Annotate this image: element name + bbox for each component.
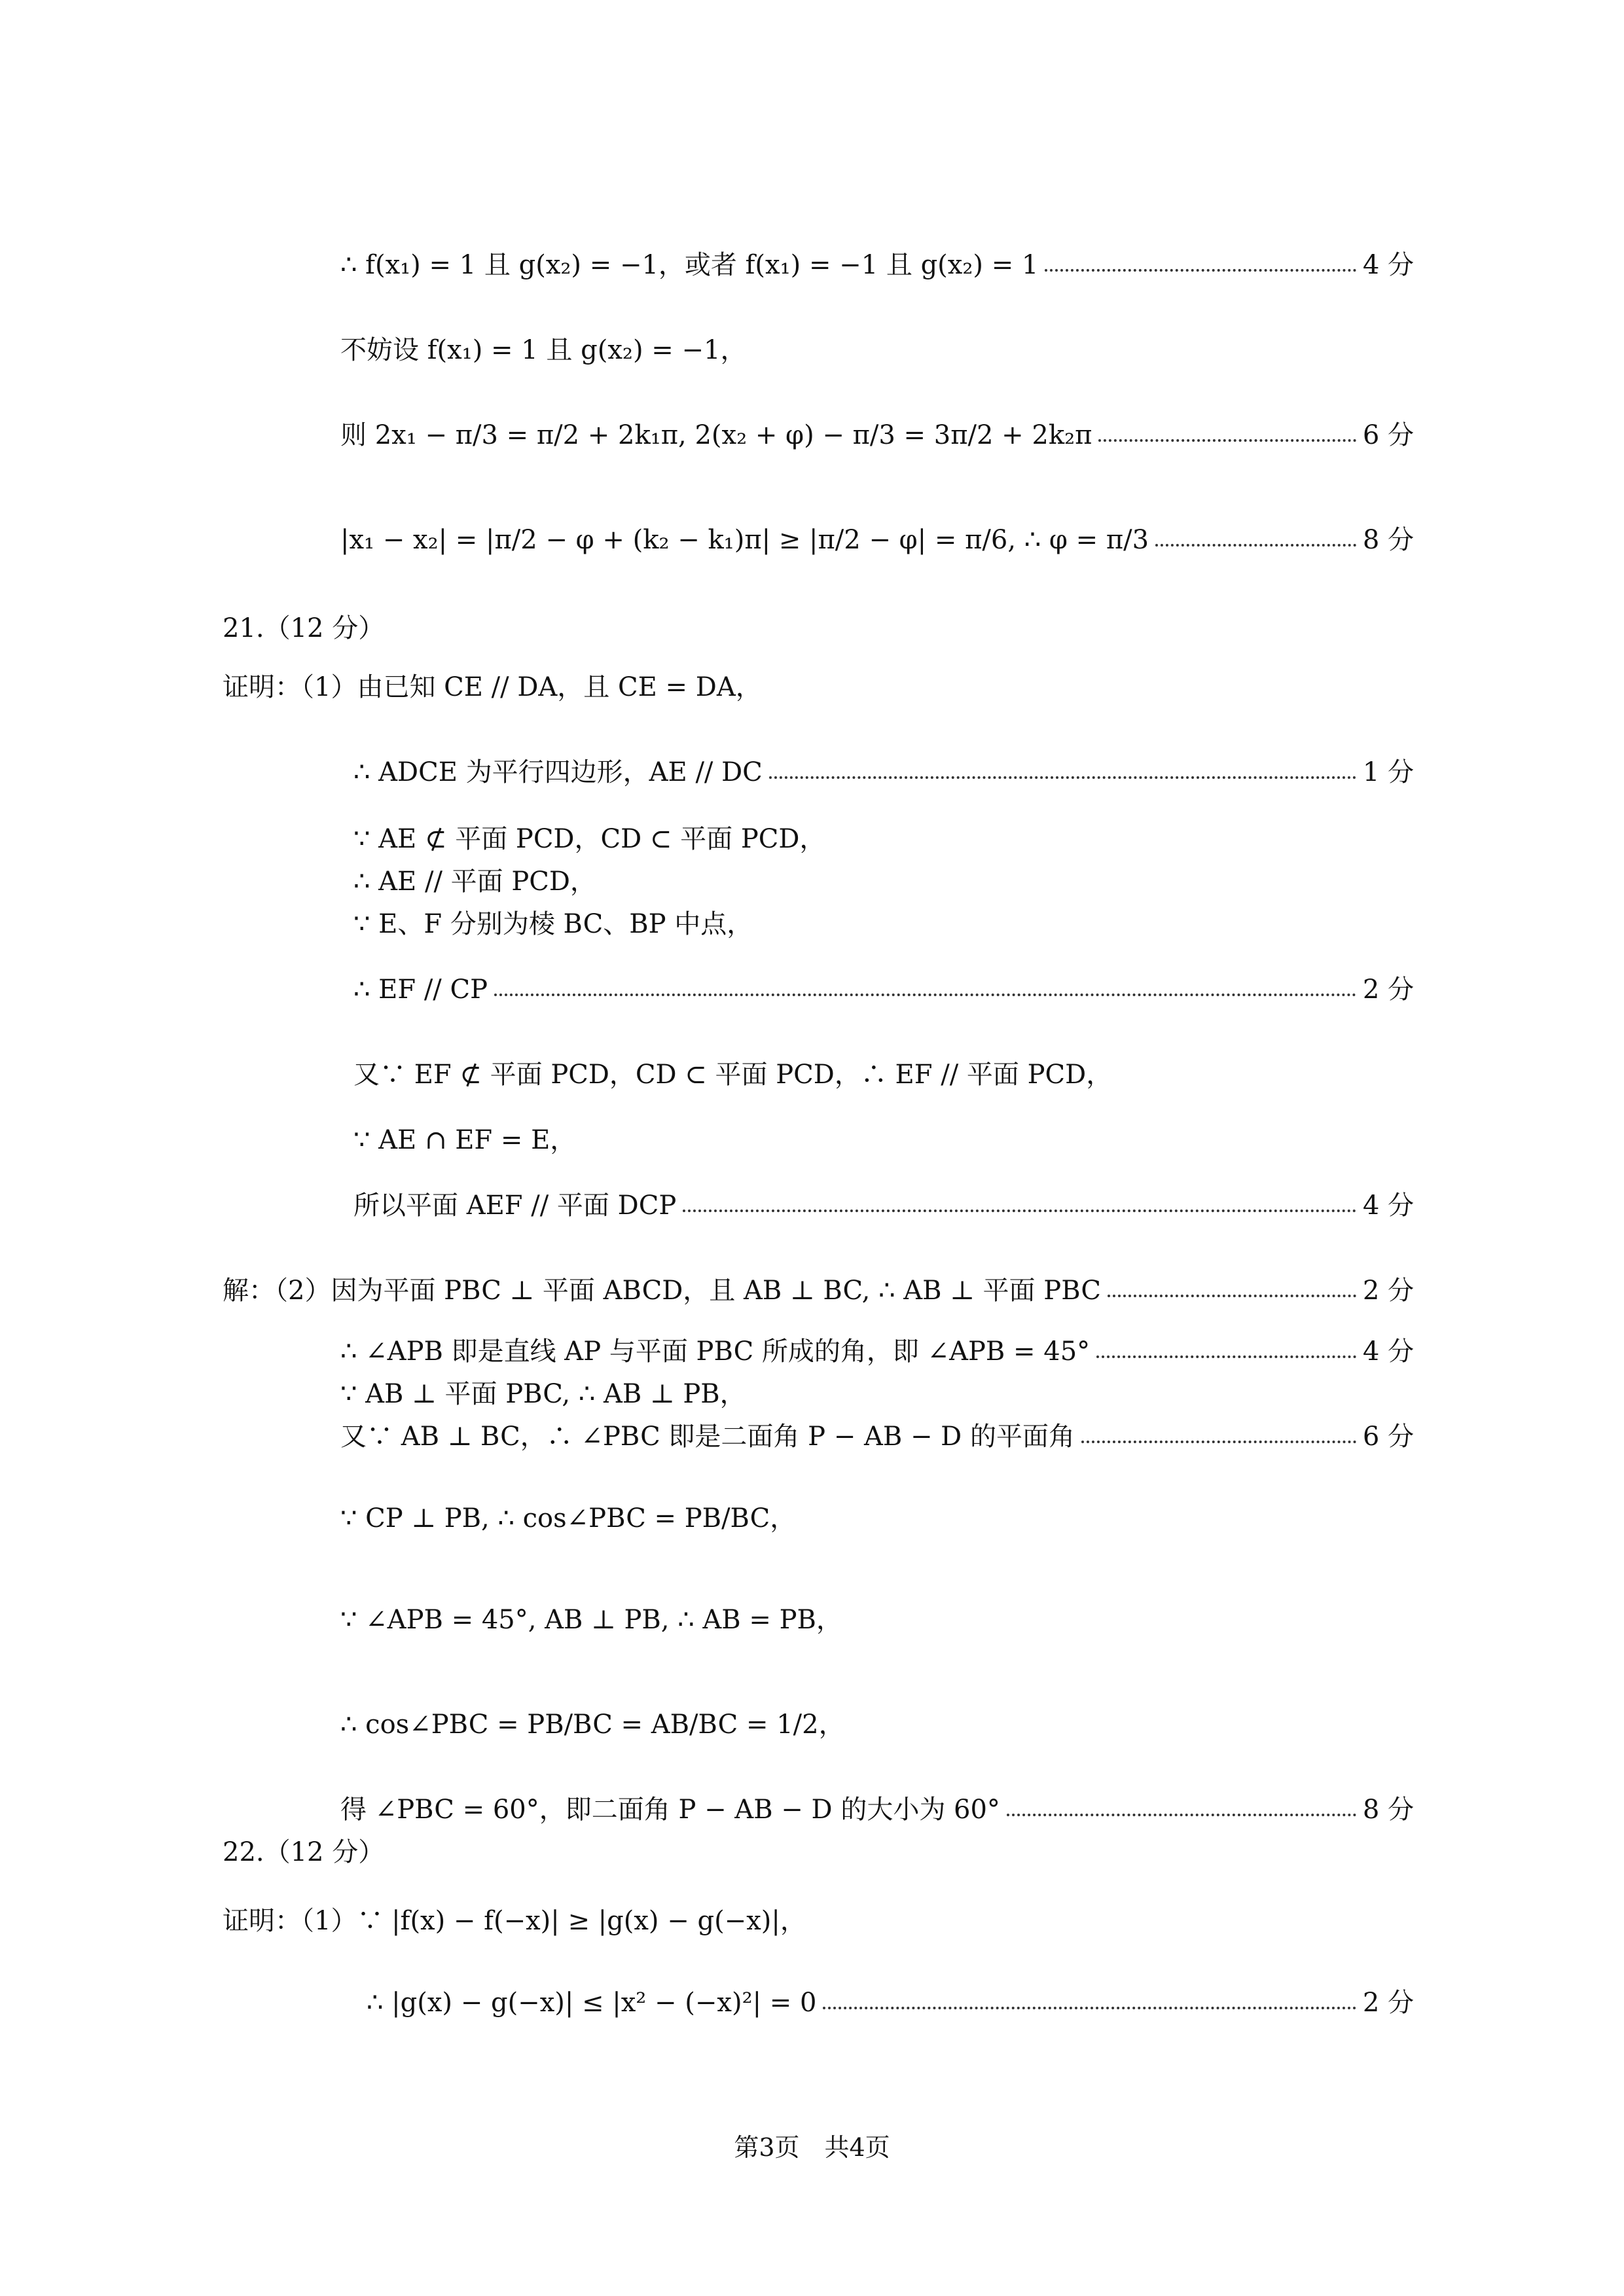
line-12 (353, 1062, 1112, 1088)
line-19 (340, 1505, 796, 1532)
score-label: 4 分 (1362, 1191, 1414, 1221)
line-6 (223, 674, 762, 700)
score-label: 6 分 (1362, 420, 1414, 450)
dot-leader (494, 994, 1356, 996)
score-label: 4 分 (1362, 250, 1414, 280)
dot-leader (683, 1210, 1356, 1212)
line-text: 则 2x₁ − π/3 = π/2 + 2k₁π, 2(x₂ + φ) − π/3 = 3π/2 + 2k₂π (340, 420, 1092, 450)
score-label: 2 分 (1362, 1276, 1414, 1306)
line-7 (353, 759, 1414, 785)
dot-leader (1081, 1441, 1356, 1443)
line-16 (340, 1338, 1414, 1365)
page-footer: 第3页 共4页 (734, 2133, 890, 2162)
line-3 (340, 422, 1414, 448)
line-9 (353, 869, 596, 895)
dot-leader (1155, 544, 1356, 547)
line-text: ∴ cos∠PBC = PB/BC = AB/BC = 1/2， (340, 1710, 845, 1740)
line-text: 证明：（1）∵ |f(x) − f(−x)| ≥ |g(x) − g(−x)|， (223, 1906, 806, 1936)
line-24 (223, 1908, 806, 1934)
line-text: ∴ AE // 平面 PCD， (353, 867, 596, 897)
line-22 (340, 1797, 1414, 1823)
line-1 (340, 252, 1414, 278)
line-10 (353, 911, 753, 937)
dot-leader (769, 776, 1356, 779)
line-text: ∵ AE ∩ EF = E， (353, 1125, 577, 1155)
line-text: ∵ ∠APB = 45°, AB ⊥ PB, ∴ AB = PB， (340, 1605, 842, 1635)
line-text: 21.（12 分） (223, 613, 385, 643)
dot-leader (1007, 1814, 1356, 1816)
dot-leader (1098, 439, 1356, 442)
line-8 (353, 826, 825, 852)
dot-leader (823, 2007, 1356, 2009)
line-4 (340, 527, 1414, 553)
score-label: 6 分 (1362, 1422, 1414, 1452)
line-text: ∵ AB ⊥ 平面 PBC, ∴ AB ⊥ PB， (340, 1379, 746, 1409)
line-text: 又∵ EF ⊄ 平面 PCD，CD ⊂ 平面 PCD，∴ EF // 平面 PCD， (353, 1060, 1113, 1090)
line-text: ∵ CP ⊥ PB, ∴ cos∠PBC = PB/BC， (340, 1503, 797, 1534)
line-text: ∴ EF // CP (353, 975, 488, 1005)
line-17 (340, 1381, 746, 1407)
line-text: 所以平面 AEF // 平面 DCP (353, 1191, 677, 1221)
dot-leader (1108, 1295, 1356, 1297)
dot-leader (1096, 1355, 1356, 1358)
line-text: ∵ AE ⊄ 平面 PCD，CD ⊂ 平面 PCD， (353, 824, 826, 854)
line-14 (353, 1193, 1414, 1219)
line-text: 又∵ AB ⊥ BC，∴ ∠PBC 即是二面角 P − AB − D 的平面角 (340, 1422, 1075, 1452)
line-text: ∴ ∠APB 即是直线 AP 与平面 PBC 所成的角，即 ∠APB = 45° (340, 1336, 1091, 1367)
line-text: 22.（12 分） (223, 1837, 385, 1867)
line-text: ∴ ADCE 为平行四边形，AE // DC (353, 757, 763, 787)
line-text: ∴ |g(x) − g(−x)| ≤ |x² − (−x)²| = 0 (367, 1988, 817, 2018)
question-21-title (223, 615, 384, 641)
line-11 (353, 977, 1414, 1003)
line-20 (340, 1607, 842, 1633)
dot-leader (1045, 269, 1356, 272)
line-25 (367, 1990, 1414, 2016)
line-13 (353, 1127, 576, 1153)
line-15 (223, 1278, 1414, 1304)
line-2 (340, 337, 746, 363)
score-label: 2 分 (1362, 1988, 1414, 2018)
score-label: 1 分 (1362, 757, 1414, 787)
line-21 (340, 1712, 845, 1738)
score-label: 8 分 (1362, 525, 1414, 555)
line-text: 不妨设 f(x₁) = 1 且 g(x₂) = −1， (340, 335, 747, 365)
score-label: 2 分 (1362, 975, 1414, 1005)
line-text: 证明：（1）由已知 CE // DA，且 CE = DA， (223, 672, 762, 702)
score-label: 4 分 (1362, 1336, 1414, 1367)
line-18 (340, 1424, 1414, 1450)
line-text: |x₁ − x₂| = |π/2 − φ + (k₂ − k₁)π| ≥ |π/2 − φ| = π/6, ∴ φ = π/3 (340, 525, 1149, 555)
line-text: ∵ E、F 分别为棱 BC、BP 中点， (353, 909, 753, 939)
line-text: ∴ f(x₁) = 1 且 g(x₂) = −1，或者 f(x₁) = −1 且 g(x₂) = 1 (340, 250, 1039, 280)
line-text: 得 ∠PBC = 60°，即二面角 P − AB − D 的大小为 60° (340, 1795, 1000, 1825)
score-label: 8 分 (1362, 1795, 1414, 1825)
question-22-title (223, 1839, 384, 1865)
line-text: 解：（2）因为平面 PBC ⊥ 平面 ABCD，且 AB ⊥ BC, ∴ AB ⊥ 平面 PBC (223, 1276, 1101, 1306)
